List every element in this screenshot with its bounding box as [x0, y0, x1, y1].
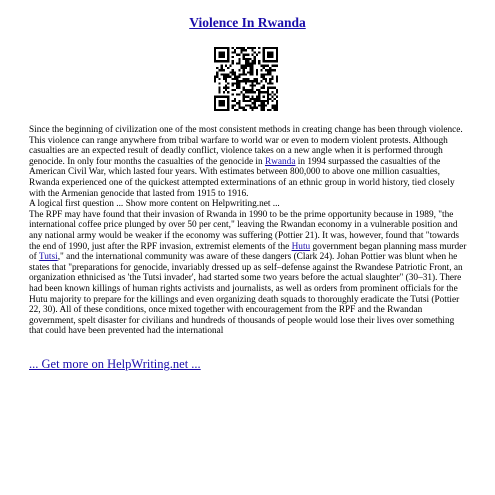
paragraph-3-text-b: government began planning mass murder of	[29, 241, 467, 263]
paragraph-1-text-b: in 1994 surpassed the casualties of the American Civil War, which lasted four years. With estimates between 800,000 to above one million casualties, Rwanda experienced one of the quickest attempted exterminations of an ethnic group in world history, tied closely with the Armenian genocide that lasted from 1915 to 1916.	[29, 156, 455, 199]
get-more-link[interactable]: ... Get more on HelpWriting.net ...	[29, 357, 201, 371]
qr-code-icon-graphic	[214, 47, 278, 111]
link-hutu[interactable]: Hutu	[291, 241, 311, 252]
document-title[interactable]: Violence In Rwanda	[189, 15, 306, 30]
paragraph-2: A logical first question ... Show more content on Helpwriting.net ...	[29, 199, 280, 210]
link-rwanda[interactable]: Rwanda	[264, 156, 296, 167]
qr-code-icon	[214, 47, 278, 111]
paragraph-3-text-a: The RPF may have found that their invasion of Rwanda in 1990 to be the prime opportunity because in 1989, "the international coffee price plunged by over 50 per cent," leaving the Rwandan economy in a vulnerable position and any national army would be weaker if the economy was suffering (Pottier 21). It was, however, found that "towards the end of 1990, just after the RPF invasion, extremist elements of the	[29, 209, 460, 252]
paragraph-1-text-a: Since the beginning of civilization one of the most consistent methods in creating change has been through violence. This violence can range anywhere from tribal warfare to world war or even to modern violent protests. Although casualties are an expected result of deadly conflict, violence takes on a new angle when it is performed through genocide. In only four months the casualties of the genocide in	[29, 125, 463, 167]
document-body	[29, 125, 469, 337]
link-tutsi[interactable]: Tutsi	[38, 252, 58, 263]
paragraph-3	[29, 210, 469, 337]
paragraph-3-text-c: ," and the international community was aware of these dangers (Clark 24). Johan Pottier was blunt when he states that "preparations for genocide, invariably dressed up as self–defense against the Rwandese Patriotic Front, an organization ethnicised as 'the Tutsi invader', had started some two years before the actual slaughter" (30–31). There had been known killings of human rights activists and journalists, as well as orders from prominent officials for the Hutu majority to prepare for the killings and even organizing death squads to thoroughly eradicate the Tutsi (Pottier 22, 30). All of these conditions, once mixed together with encouragement from the RPF and the Rwandan government, spelt disaster for civilians and hundreds of thousands of people would lose their lives over something that could have been prevented had the international	[29, 252, 463, 337]
paragraph-1	[29, 125, 469, 199]
